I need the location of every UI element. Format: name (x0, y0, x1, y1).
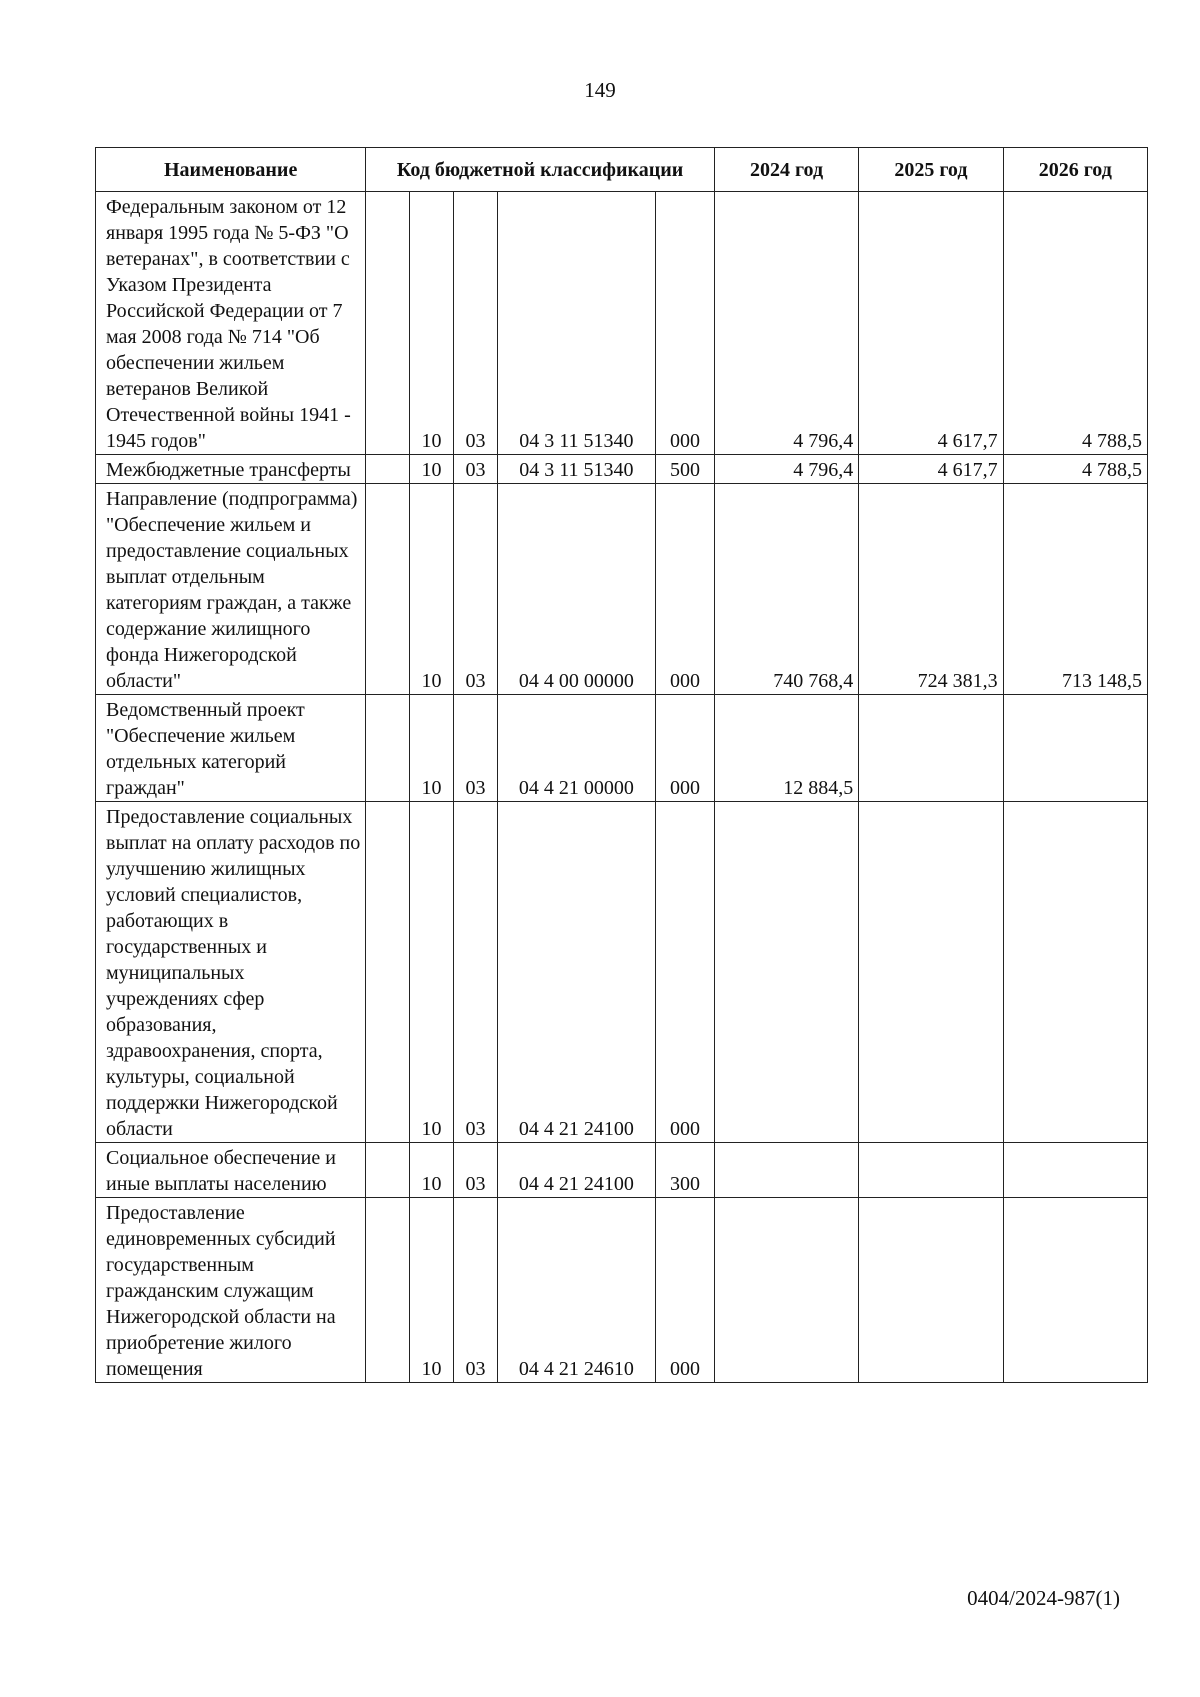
amount-2024 (714, 1198, 858, 1383)
table-row (96, 455, 1148, 484)
expense-type-code: 300 (656, 1143, 715, 1198)
admin-code-cell (366, 802, 409, 1143)
budget-table (95, 147, 1148, 1383)
row-name: Направление (подпрограмма) "Обеспечение жильем и предоставление социальных выплат отдельным категориям граждан, а также содержание жилищного фонда Нижегородской области" (96, 484, 366, 695)
subsection-code: 03 (454, 1198, 497, 1383)
section-code: 10 (409, 802, 454, 1143)
amount-2026: 4 788,5 (1003, 192, 1147, 455)
expense-type-code: 000 (656, 695, 715, 802)
subsection-code: 03 (454, 695, 497, 802)
section-code: 10 (409, 455, 454, 484)
amount-2025: 4 617,7 (859, 192, 1003, 455)
amount-2026 (1003, 1143, 1147, 1198)
table-row (96, 1143, 1148, 1198)
amount-2025 (859, 1198, 1003, 1383)
target-article-code: 04 4 21 24100 (497, 1143, 655, 1198)
amount-2026 (1003, 695, 1147, 802)
subsection-code: 03 (454, 1143, 497, 1198)
table-row (96, 695, 1148, 802)
admin-code-cell (366, 192, 409, 455)
row-name: Предоставление социальных выплат на оплату расходов по улучшению жилищных условий специалистов, работающих в государственных и муниципальных учреждениях сфер образования, здравоохранения, спорта, культуры, социальной поддержки Нижегородской области (96, 802, 366, 1143)
table-row (96, 802, 1148, 1143)
table-row (96, 192, 1148, 455)
subsection-code: 03 (454, 192, 497, 455)
row-name: Межбюджетные трансферты (96, 455, 366, 484)
page-number: 149 (584, 78, 616, 102)
document-number: 0404/2024-987(1) (967, 1586, 1120, 1610)
amount-2024 (714, 1143, 858, 1198)
subsection-code: 03 (454, 484, 497, 695)
amount-2025 (859, 802, 1003, 1143)
expense-type-code: 000 (656, 484, 715, 695)
amount-2024: 4 796,4 (714, 455, 858, 484)
table-header-row (96, 148, 1148, 192)
target-article-code: 04 3 11 51340 (497, 455, 655, 484)
expense-type-code: 000 (656, 802, 715, 1143)
amount-2024: 740 768,4 (714, 484, 858, 695)
header-2026: 2026 год (1003, 148, 1147, 192)
table-row (96, 484, 1148, 695)
expense-type-code: 000 (656, 1198, 715, 1383)
target-article-code: 04 4 21 24610 (497, 1198, 655, 1383)
admin-code-cell (366, 484, 409, 695)
target-article-code: 04 4 21 00000 (497, 695, 655, 802)
target-article-code: 04 3 11 51340 (497, 192, 655, 455)
section-code: 10 (409, 192, 454, 455)
amount-2024: 4 796,4 (714, 192, 858, 455)
target-article-code: 04 4 00 00000 (497, 484, 655, 695)
header-name: Наименование (96, 148, 366, 192)
amount-2025: 724 381,3 (859, 484, 1003, 695)
admin-code-cell (366, 1143, 409, 1198)
header-2025: 2025 год (859, 148, 1003, 192)
amount-2025 (859, 695, 1003, 802)
amount-2026: 713 148,5 (1003, 484, 1147, 695)
amount-2026: 4 788,5 (1003, 455, 1147, 484)
header-2024: 2024 год (714, 148, 858, 192)
table-row (96, 1198, 1148, 1383)
amount-2026 (1003, 1198, 1147, 1383)
section-code: 10 (409, 1143, 454, 1198)
amount-2024 (714, 802, 858, 1143)
admin-code-cell (366, 695, 409, 802)
subsection-code: 03 (454, 802, 497, 1143)
header-code: Код бюджетной классификации (366, 148, 715, 192)
section-code: 10 (409, 1198, 454, 1383)
section-code: 10 (409, 484, 454, 695)
amount-2026 (1003, 802, 1147, 1143)
row-name: Социальное обеспечение и иные выплаты населению (96, 1143, 366, 1198)
expense-type-code: 000 (656, 192, 715, 455)
section-code: 10 (409, 695, 454, 802)
amount-2025: 4 617,7 (859, 455, 1003, 484)
amount-2025 (859, 1143, 1003, 1198)
amount-2024: 12 884,5 (714, 695, 858, 802)
admin-code-cell (366, 1198, 409, 1383)
expense-type-code: 500 (656, 455, 715, 484)
row-name: Предоставление единовременных субсидий государственным гражданским служащим Нижегородской области на приобретение жилого помещения (96, 1198, 366, 1383)
row-name: Федеральным законом от 12 января 1995 года № 5-ФЗ "О ветеранах", в соответствии с Указом Президента Российской Федерации от 7 мая 2008 года № 714 "Об обеспечении жильем ветеранов Великой Отечественной войны 1941 - 1945 годов" (96, 192, 366, 455)
admin-code-cell (366, 455, 409, 484)
subsection-code: 03 (454, 455, 497, 484)
row-name: Ведомственный проект "Обеспечение жильем отдельных категорий граждан" (96, 695, 366, 802)
target-article-code: 04 4 21 24100 (497, 802, 655, 1143)
